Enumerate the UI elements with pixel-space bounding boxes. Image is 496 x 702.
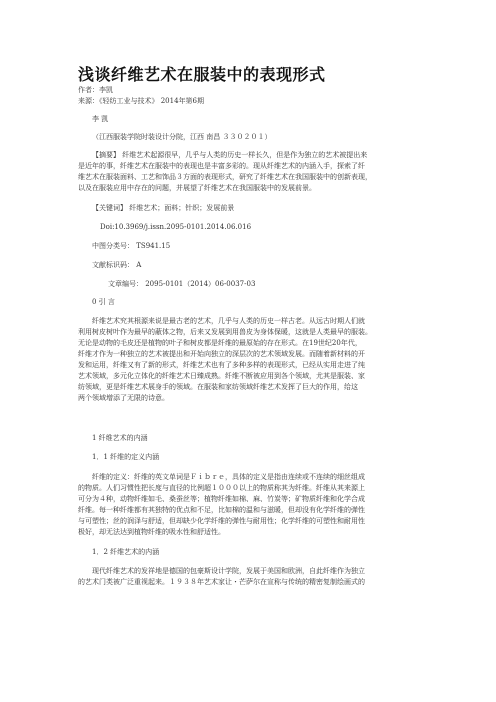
section-heading: 1 纤维艺术的内涵 bbox=[92, 434, 148, 442]
paragraph-line: 纺领域，更是纤维艺术展身手的领域。在服装和家纺领域纤维艺术发挥了巨大的作用，给这 bbox=[78, 383, 358, 391]
abstract-line: 维艺术在服装面料、工艺和饰品３方面的表现形式，研究了纤维艺术在我国服装中的创新表现， bbox=[78, 173, 372, 181]
abstract-line: 以及在服装应用中存在的问题，并展望了纤维艺术在我国服装中的发展前景。 bbox=[78, 184, 316, 192]
abstract-line: 【摘要】 纤维艺术起源很早，几乎与人类的历史一样长久，但是作为独立的艺术被提出来 bbox=[92, 151, 368, 159]
paragraph-line: 的艺术门类被广泛重视起来。１９３８年艺术家让・芒萨尔在宣称与传统的精密复制绘画式的 bbox=[78, 578, 365, 586]
author-line: 作者：李凯 bbox=[78, 86, 113, 94]
paragraph-line: 现代纤维艺术的发祥地是德国的包豪斯设计学院，发展于美国和欧洲，自此纤维作为独立 bbox=[92, 567, 365, 575]
paragraph-line: 的物质。人们习惯性把长度与直径的比例超１０００以上的物质称其为纤维。纤维从其来源上 bbox=[78, 484, 365, 492]
paragraph-line: 纤维才作为一种独立的艺术被提出和开始向独立的深层次的艺术领域发展。而随着新材料的开 bbox=[78, 350, 365, 358]
keywords: 【关键词】 纤维艺术；面料；针织；发展前景 bbox=[92, 204, 235, 212]
document-code: 文献标识码： A bbox=[92, 261, 142, 269]
author-name: 李 凯 bbox=[92, 115, 109, 123]
section-heading: 0 引 言 bbox=[92, 298, 115, 306]
affiliation: （江西服装学院时装设计分院，江西 南昌 ３３０２０１） bbox=[92, 133, 272, 141]
abstract-line: 是近年的事，纤维艺术在服装中的表现也是丰富多彩的。现从纤维艺术的内涵入手，探索了纤 bbox=[78, 162, 365, 170]
article-number: 文章编号： 2095-0101（2014）06-0037-03 bbox=[108, 280, 256, 288]
paragraph-line: 极好，却无法达到植物纤维的吸水性和舒适性。 bbox=[78, 528, 225, 536]
subsection-heading: 1．2 纤维艺术的内涵 bbox=[92, 548, 160, 556]
paragraph-line: 发和运用，纤维又有了新的形式，纤维艺术也有了多种多样的表现形式，已经从实用走进了纯 bbox=[78, 361, 365, 369]
paragraph-line: 纤维的定义：纤维的英文单词是Ｆｉｂｒｅ，具体的定义是指由连续或不连续的细丝组成 bbox=[92, 473, 365, 481]
paragraph-line: 可分为４种，动物纤维如毛、桑蚕丝等；植物纤维如棉、麻、竹炭等；矿物质纤维和化学合成 bbox=[78, 495, 365, 503]
paragraph-line: 与可塑性；丝的润泽与舒适，但却缺少化学纤维的弹性与耐用性；化学纤维的可塑性和耐用性 bbox=[78, 517, 365, 525]
clc-number: 中图分类号： TS941.15 bbox=[92, 242, 171, 250]
subsection-heading: 1．1 纤维的定义内涵 bbox=[92, 453, 160, 461]
paragraph-line: 无论是动物的毛皮还是植物的叶子和树皮都是纤维的最原始的存在形式。在19世纪20年代， bbox=[78, 339, 362, 347]
paragraph-line: 利用树皮树叶作为最早的蔽体之物，后来又发展到用兽皮为身体保暖，这就是人类最早的服装。 bbox=[78, 328, 372, 336]
source-line: 来源：《轻纺工业与技术》 2014年第6期 bbox=[78, 97, 204, 105]
paragraph-line: 两个领域增添了无限的诗意。 bbox=[78, 394, 169, 402]
article-title: 浅谈纤维艺术在服装中的表现形式 bbox=[78, 65, 326, 84]
paragraph-line: 艺术领域，多元化立体化的纤维艺术日臻成熟。纤维不断被应用到各个领域，尤其是服装、家 bbox=[78, 372, 365, 380]
paragraph-line: 纤维。每一种纤维都有其独特的优点和不足，比如棉的温和与滋暖，但却没有化学纤维的弹性 bbox=[78, 506, 365, 514]
doi: Doi:10.3969/j.issn.2095-0101.2014.06.016 bbox=[100, 223, 252, 231]
paragraph-line: 纤维艺术究其根源来说是最古老的艺术，几乎与人类的历史一样古老。从远古时期人们就 bbox=[92, 317, 365, 325]
